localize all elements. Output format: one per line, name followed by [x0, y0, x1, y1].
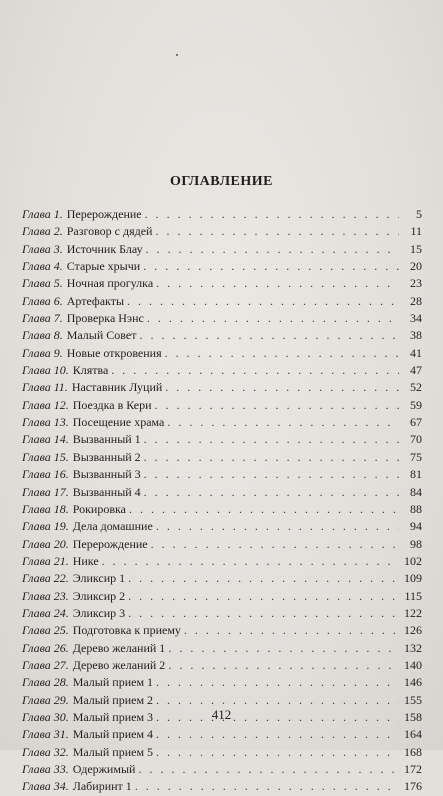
- chapter-title: Клятва: [72, 363, 109, 378]
- toc-entry: [22, 397, 422, 414]
- chapter-page: 81: [410, 467, 422, 482]
- chapter-page: 52: [410, 380, 422, 395]
- chapter-page: 23: [410, 276, 422, 291]
- toc-entry: [22, 501, 422, 518]
- toc-entry: [22, 536, 422, 553]
- chapter-title: Вызванный 4: [72, 484, 141, 499]
- toc-entry: [22, 258, 422, 275]
- toc-entry: [22, 570, 422, 587]
- chapter-page: 98: [410, 536, 422, 551]
- chapter-title: Ночная прогулка: [66, 276, 154, 291]
- chapter-page: 11: [410, 224, 422, 239]
- chapter-title: Новые откровения: [66, 345, 162, 360]
- chapter-page: 140: [404, 657, 422, 672]
- toc-entry: [22, 484, 422, 501]
- chapter-page: 38: [410, 328, 422, 343]
- dot-leader: [111, 362, 399, 379]
- dot-leader: [184, 622, 399, 639]
- print-speck: [176, 54, 178, 56]
- chapter-page: 172: [404, 762, 422, 776]
- chapter-label: Глава 32.: [22, 744, 69, 759]
- chapter-title: Эликсир 2: [72, 588, 126, 603]
- chapter-title: Малый прием 1: [72, 675, 154, 690]
- toc-entry: [22, 588, 422, 605]
- dot-leader: [155, 223, 399, 240]
- chapter-label: Глава 15.: [22, 449, 69, 464]
- page-number: 412: [211, 707, 232, 722]
- chapter-label: Глава 30.: [22, 709, 69, 724]
- chapter-page: 34: [410, 311, 422, 326]
- toc-entry: [22, 275, 422, 292]
- chapter-title: Эликсир 1: [72, 571, 126, 586]
- chapter-title: Малый Совет: [66, 328, 137, 343]
- chapter-label: Глава 20.: [22, 536, 69, 551]
- chapter-label: Глава 13.: [22, 415, 69, 430]
- chapter-label: Глава 21.: [22, 553, 69, 568]
- chapter-title: Источник Блау: [66, 241, 143, 256]
- chapter-page: 158: [404, 709, 422, 724]
- chapter-title: Разговор с дядей: [66, 224, 153, 239]
- chapter-page: 122: [404, 605, 422, 620]
- toc-entry: [22, 622, 422, 639]
- chapter-title: Дела домашние: [72, 519, 153, 534]
- toc-entry: [22, 518, 422, 535]
- chapter-label: Глава 6.: [22, 293, 63, 308]
- chapter-title: Проверка Нэнс: [66, 311, 144, 326]
- dot-leader: [156, 674, 399, 691]
- dot-leader: [147, 310, 399, 327]
- chapter-title: Перерождение: [72, 536, 148, 551]
- chapter-label: Глава 9.: [22, 345, 63, 360]
- chapter-label: Глава 27.: [22, 657, 69, 672]
- dot-leader: [156, 518, 399, 535]
- toc-entry: [22, 345, 422, 362]
- chapter-page: 75: [410, 449, 422, 464]
- chapter-title: Подготовка к приему: [72, 623, 181, 638]
- chapter-label: Глава 18.: [22, 501, 69, 516]
- dot-leader: [138, 761, 399, 778]
- chapter-label: Глава 28.: [22, 675, 69, 690]
- chapter-title: Перерождение: [66, 207, 142, 221]
- dot-leader: [167, 414, 399, 431]
- dot-leader: [102, 553, 399, 570]
- toc-entry: [22, 553, 422, 570]
- toc-entry: [22, 744, 422, 761]
- chapter-title: Малый прием 3: [72, 709, 154, 724]
- toc-entry: [22, 310, 422, 327]
- chapter-page: 70: [410, 432, 422, 447]
- chapter-title: Старые хрычи: [66, 259, 141, 274]
- chapter-page: 168: [404, 744, 422, 759]
- toc-entry: [22, 293, 422, 310]
- dot-leader: [135, 778, 399, 795]
- dot-leader: [156, 726, 399, 743]
- chapter-page: 59: [410, 397, 422, 412]
- chapter-label: Глава 26.: [22, 640, 69, 655]
- chapter-label: Глава 16.: [22, 467, 69, 482]
- chapter-page: 132: [404, 640, 422, 655]
- chapter-title: Дерево желаний 2: [72, 657, 166, 672]
- chapter-page: 47: [410, 363, 422, 378]
- toc-entry: [22, 761, 422, 778]
- dot-leader: [156, 275, 399, 292]
- chapter-title: Малый прием 2: [72, 692, 154, 707]
- dot-leader: [144, 431, 399, 448]
- chapter-label: Глава 14.: [22, 432, 69, 447]
- chapter-label: Глава 23.: [22, 588, 69, 603]
- toc-entry: [22, 605, 422, 622]
- chapter-title: Рокировка: [72, 501, 126, 516]
- chapter-title: Артефакты: [66, 293, 125, 308]
- chapter-label: Глава 4.: [22, 259, 63, 274]
- chapter-page: 5: [416, 207, 422, 221]
- chapter-title: Дерево желаний 1: [72, 640, 166, 655]
- chapter-page: 28: [410, 293, 422, 308]
- chapter-label: Глава 22.: [22, 571, 69, 586]
- dot-leader: [129, 501, 399, 518]
- chapter-page: 102: [404, 553, 422, 568]
- chapter-page: 88: [410, 501, 422, 516]
- chapter-title: Одержимый: [72, 762, 136, 776]
- dot-leader: [145, 206, 399, 223]
- chapter-label: Глава 33.: [22, 762, 69, 776]
- chapter-page: 15: [410, 241, 422, 256]
- chapter-page: 126: [404, 623, 422, 638]
- dot-leader: [144, 466, 399, 483]
- chapter-label: Глава 31.: [22, 727, 69, 742]
- chapter-page: 155: [404, 692, 422, 707]
- dot-leader: [139, 327, 399, 344]
- toc-entry: [22, 778, 422, 795]
- toc-entry: [22, 431, 422, 448]
- chapter-title: Малый прием 4: [72, 727, 154, 742]
- dot-leader: [151, 536, 399, 553]
- toc-entry: [22, 726, 422, 743]
- dot-leader: [128, 570, 399, 587]
- chapter-label: Глава 2.: [22, 224, 63, 239]
- dot-leader: [165, 345, 399, 362]
- chapter-page: 84: [410, 484, 422, 499]
- chapter-title: Посещение храма: [72, 415, 165, 430]
- toc-entry: [22, 674, 422, 691]
- dot-leader: [127, 293, 399, 310]
- chapter-label: Глава 12.: [22, 397, 69, 412]
- chapter-label: Глава 10.: [22, 363, 69, 378]
- chapter-page: 41: [410, 345, 422, 360]
- chapter-page: 115: [404, 588, 422, 603]
- chapter-title: Вызванный 1: [72, 432, 141, 447]
- chapter-title: Поездка в Кери: [72, 397, 152, 412]
- chapter-title: Лабиринт 1: [72, 779, 132, 794]
- chapter-page: 164: [404, 727, 422, 742]
- toc-entry: [22, 241, 422, 258]
- chapter-title: Наставник Луций: [71, 380, 163, 395]
- chapter-label: Глава 8.: [22, 328, 63, 343]
- chapter-label: Глава 17.: [22, 484, 69, 499]
- dot-leader: [165, 379, 399, 396]
- toc-entry: [22, 379, 422, 396]
- toc-heading: ОГЛАВЛЕНИЕ: [170, 174, 273, 189]
- chapter-page: 176: [404, 779, 422, 794]
- dot-leader: [168, 640, 399, 657]
- dot-leader: [143, 258, 399, 275]
- chapter-title: Нике: [72, 553, 99, 568]
- chapter-page: 109: [404, 571, 422, 586]
- chapter-label: Глава 11.: [22, 380, 68, 395]
- chapter-label: Глава 3.: [22, 241, 63, 256]
- toc-entry: [22, 206, 422, 223]
- dot-leader: [128, 605, 399, 622]
- chapter-label: Глава 19.: [22, 519, 69, 534]
- toc-entry: [22, 657, 422, 674]
- chapter-label: Глава 25.: [22, 623, 69, 638]
- chapter-page: 20: [410, 259, 422, 274]
- dot-leader: [168, 657, 399, 674]
- chapter-page: 94: [410, 519, 422, 534]
- toc-entry: [22, 414, 422, 431]
- toc-entry: [22, 362, 422, 379]
- dot-leader: [156, 744, 399, 761]
- chapter-title: Эликсир 3: [72, 605, 126, 620]
- dot-leader: [155, 397, 399, 414]
- chapter-label: Глава 34.: [22, 779, 69, 794]
- toc-entry: [22, 327, 422, 344]
- dot-leader: [144, 449, 399, 466]
- chapter-title: Вызванный 3: [72, 467, 141, 482]
- chapter-title: Вызванный 2: [72, 449, 141, 464]
- chapter-label: Глава 5.: [22, 276, 63, 291]
- chapter-title: Малый прием 5: [72, 744, 154, 759]
- chapter-label: Глава 1.: [22, 207, 63, 221]
- chapter-page: 146: [404, 675, 422, 690]
- toc-entry: [22, 449, 422, 466]
- chapter-label: Глава 24.: [22, 605, 69, 620]
- chapter-page: 67: [410, 415, 422, 430]
- dot-leader: [144, 484, 399, 501]
- dot-leader: [128, 588, 399, 605]
- toc-entry: [22, 466, 422, 483]
- chapter-label: Глава 7.: [22, 311, 63, 326]
- chapter-label: Глава 29.: [22, 692, 69, 707]
- toc-entry: [22, 640, 422, 657]
- dot-leader: [146, 241, 399, 258]
- toc-entry: [22, 223, 422, 240]
